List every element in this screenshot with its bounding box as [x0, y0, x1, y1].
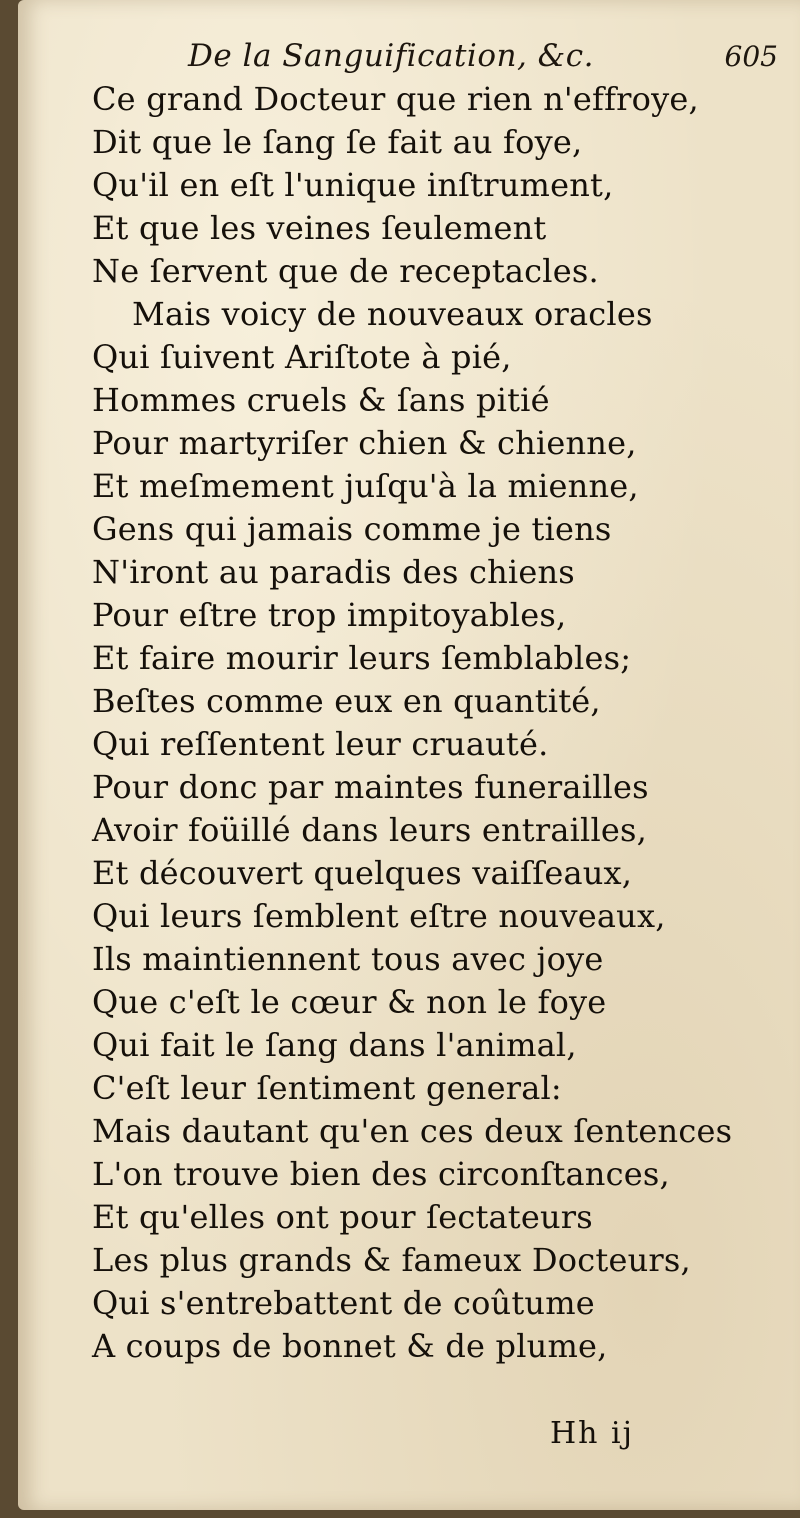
verse-line: Qu'il en eſt l'unique inſtrument, — [92, 166, 614, 204]
verse-line: Pour eſtre trop impitoyables, — [92, 596, 567, 634]
verse-line: Pour donc par maintes funerailles — [92, 768, 649, 806]
book-page — [18, 0, 800, 1510]
running-title: De la Sanguification, &c. — [188, 38, 594, 74]
verse-line: Gens qui jamais comme je tiens — [92, 510, 612, 548]
verse-line: Que c'eſt le cœur & non le foye — [92, 983, 607, 1021]
poem-text — [92, 78, 792, 1368]
verse-line: Beſtes comme eux en quantité, — [92, 682, 601, 720]
verse-line: Et découvert quelques vaiſſeaux, — [92, 854, 633, 892]
verse-line: Qui reſſentent leur cruauté. — [92, 725, 549, 763]
verse-line: Dit que le ſang ſe fait au foye, — [92, 123, 583, 161]
verse-line: Qui leurs ſemblent eſtre nouveaux, — [92, 897, 666, 935]
verse-line: Qui fait le ſang dans l'animal, — [92, 1026, 577, 1064]
verse-line: Ils maintiennent tous avec joye — [92, 940, 604, 978]
verse-line: Mais dautant qu'en ces deux ſentences — [92, 1112, 733, 1150]
verse-line: Qui ſuivent Ariſtote à pié, — [92, 338, 512, 376]
verse-line: Et meſmement juſqu'à la mienne, — [92, 467, 639, 505]
verse-line: Ne ſervent que de receptacles. — [92, 252, 599, 290]
verse-line: Pour martyriſer chien & chienne, — [92, 424, 637, 462]
verse-line: Et qu'elles ont pour ſectateurs — [92, 1198, 593, 1236]
verse-line: Et que les veines ſeulement — [92, 209, 547, 247]
verse-line: Avoir foüillé dans leurs entrailles, — [92, 811, 648, 849]
verse-line: Mais voicy de nouveaux oracles — [132, 295, 653, 333]
verse-line: Et faire mourir leurs ſemblables; — [92, 639, 632, 677]
verse-line: A coups de bonnet & de plume, — [92, 1327, 608, 1365]
verse-line: Qui s'entrebattent de coûtume — [92, 1284, 595, 1322]
verse-line: Hommes cruels & ſans pitié — [92, 381, 550, 419]
verse-line: C'eſt leur ſentiment general: — [92, 1069, 562, 1107]
verse-line: N'iront au paradis des chiens — [92, 553, 575, 591]
page-number: 605 — [724, 40, 778, 73]
verse-line: L'on trouve bien des circonſtances, — [92, 1155, 670, 1193]
verse-line: Les plus grands & fameux Docteurs, — [92, 1241, 691, 1279]
verse-line: Ce grand Docteur que rien n'effroye, — [92, 80, 699, 118]
signature-mark: Hh ij — [550, 1416, 634, 1451]
